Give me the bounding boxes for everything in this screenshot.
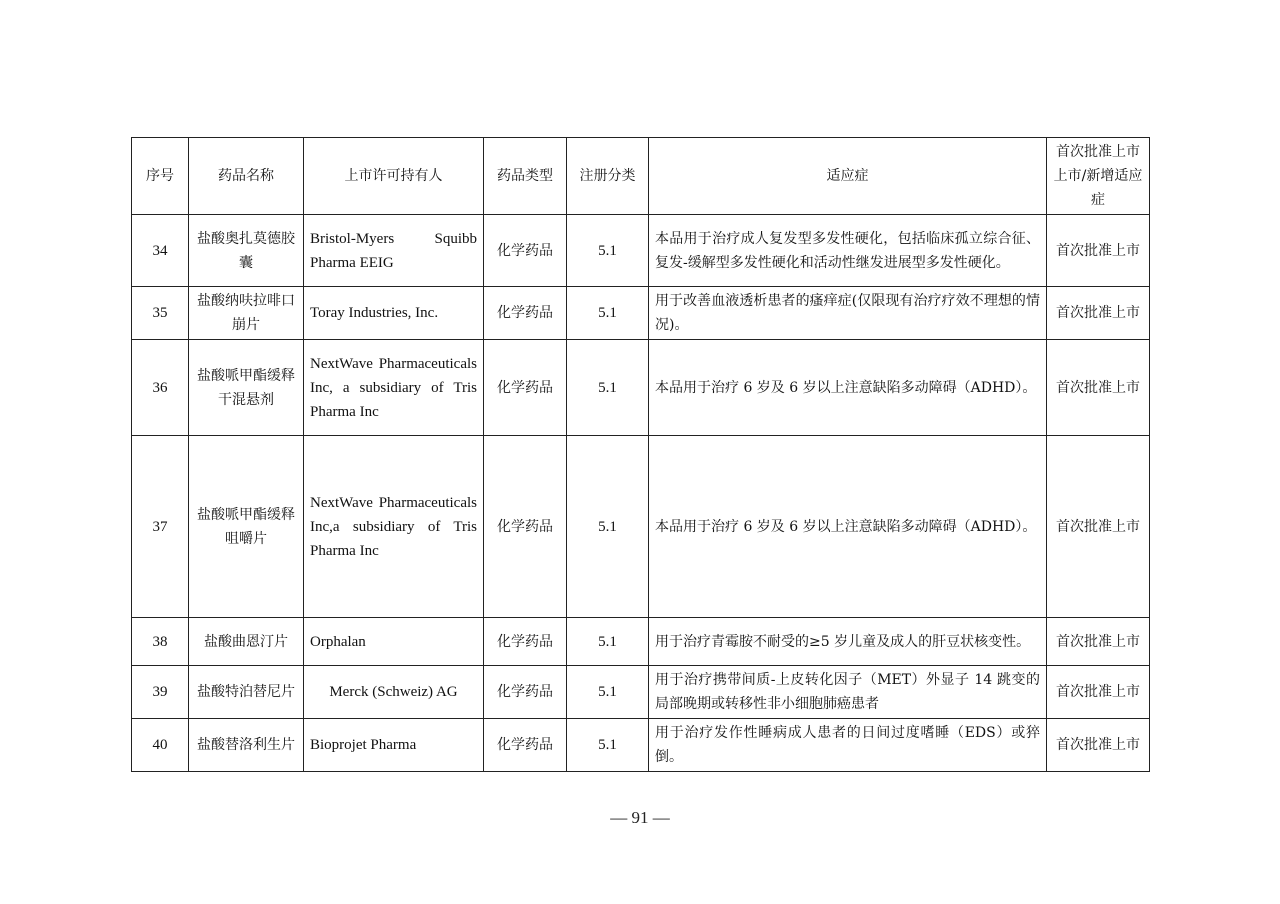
header-registration-class: 注册分类 [567, 138, 649, 215]
row-registration-class: 5.1 [567, 666, 649, 719]
row-drug-type: 化学药品 [484, 436, 567, 618]
row-holder: NextWave Pharmaceuticals Inc, a subsidiary of Tris Pharma Inc [304, 340, 484, 436]
row-no: 38 [132, 618, 189, 666]
row-holder: Bristol-Myers Squibb Pharma EEIG [304, 215, 484, 287]
row-approval-status: 首次批准上市 [1047, 215, 1150, 287]
row-registration-class: 5.1 [567, 215, 649, 287]
table-row [132, 436, 1150, 618]
row-approval-status: 首次批准上市 [1047, 436, 1150, 618]
row-indication: 本品用于治疗成人复发型多发性硬化，包括临床孤立综合征、复发-缓解型多发性硬化和活动性继发进展型多发性硬化。 [649, 215, 1047, 287]
table-row [132, 340, 1150, 436]
table-header-row [132, 138, 1150, 215]
page-number: — 91 — [610, 808, 670, 827]
row-holder: Bioprojet Pharma [304, 719, 484, 772]
table-row [132, 719, 1150, 772]
row-no: 34 [132, 215, 189, 287]
row-no: 37 [132, 436, 189, 618]
row-drug-type: 化学药品 [484, 618, 567, 666]
row-indication: 用于治疗携带间质-上皮转化因子（MET）外显子 14 跳变的局部晚期或转移性非小细胞肺癌患者 [649, 666, 1047, 719]
header-indication: 适应症 [649, 138, 1047, 215]
row-drug-type: 化学药品 [484, 215, 567, 287]
row-registration-class: 5.1 [567, 618, 649, 666]
row-holder: Orphalan [304, 618, 484, 666]
row-registration-class: 5.1 [567, 719, 649, 772]
table-row [132, 215, 1150, 287]
row-approval-status: 首次批准上市 [1047, 287, 1150, 340]
row-registration-class: 5.1 [567, 436, 649, 618]
row-indication: 用于治疗发作性睡病成人患者的日间过度嗜睡（EDS）或猝倒。 [649, 719, 1047, 772]
row-registration-class: 5.1 [567, 287, 649, 340]
row-drug-name: 盐酸替洛利生片 [189, 719, 304, 772]
row-no: 40 [132, 719, 189, 772]
row-approval-status: 首次批准上市 [1047, 719, 1150, 772]
row-drug-type: 化学药品 [484, 719, 567, 772]
row-drug-name: 盐酸纳呋拉啡口崩片 [189, 287, 304, 340]
row-drug-name: 盐酸曲恩汀片 [189, 618, 304, 666]
row-no: 35 [132, 287, 189, 340]
row-indication: 本品用于治疗 6 岁及 6 岁以上注意缺陷多动障碍（ADHD）。 [649, 436, 1047, 618]
row-indication: 用于治疗青霉胺不耐受的≥5 岁儿童及成人的肝豆状核变性。 [649, 618, 1047, 666]
row-holder: Merck (Schweiz) AG [304, 666, 484, 719]
header-no: 序号 [132, 138, 189, 215]
row-approval-status: 首次批准上市 [1047, 666, 1150, 719]
drug-approval-table [131, 137, 1150, 772]
row-holder: NextWave Pharmaceuticals Inc,a subsidiary of Tris Pharma Inc [304, 436, 484, 618]
row-drug-type: 化学药品 [484, 287, 567, 340]
table-row [132, 666, 1150, 719]
table-row [132, 618, 1150, 666]
row-no: 36 [132, 340, 189, 436]
header-approval-status: 首次批准上市上市/新增适应症 [1047, 138, 1150, 215]
header-drug-type: 药品类型 [484, 138, 567, 215]
header-drug-name: 药品名称 [189, 138, 304, 215]
table-row [132, 287, 1150, 340]
row-approval-status: 首次批准上市 [1047, 618, 1150, 666]
row-drug-name: 盐酸奥扎莫德胶囊 [189, 215, 304, 287]
row-holder: Toray Industries, Inc. [304, 287, 484, 340]
row-drug-name: 盐酸哌甲酯缓释干混悬剂 [189, 340, 304, 436]
row-indication: 本品用于治疗 6 岁及 6 岁以上注意缺陷多动障碍（ADHD）。 [649, 340, 1047, 436]
row-no: 39 [132, 666, 189, 719]
row-indication: 用于改善血液透析患者的瘙痒症(仅限现有治疗疗效不理想的情况)。 [649, 287, 1047, 340]
header-holder: 上市许可持有人 [304, 138, 484, 215]
row-drug-type: 化学药品 [484, 666, 567, 719]
row-drug-name: 盐酸哌甲酯缓释咀嚼片 [189, 436, 304, 618]
row-drug-type: 化学药品 [484, 340, 567, 436]
row-approval-status: 首次批准上市 [1047, 340, 1150, 436]
row-registration-class: 5.1 [567, 340, 649, 436]
row-drug-name: 盐酸特泊替尼片 [189, 666, 304, 719]
